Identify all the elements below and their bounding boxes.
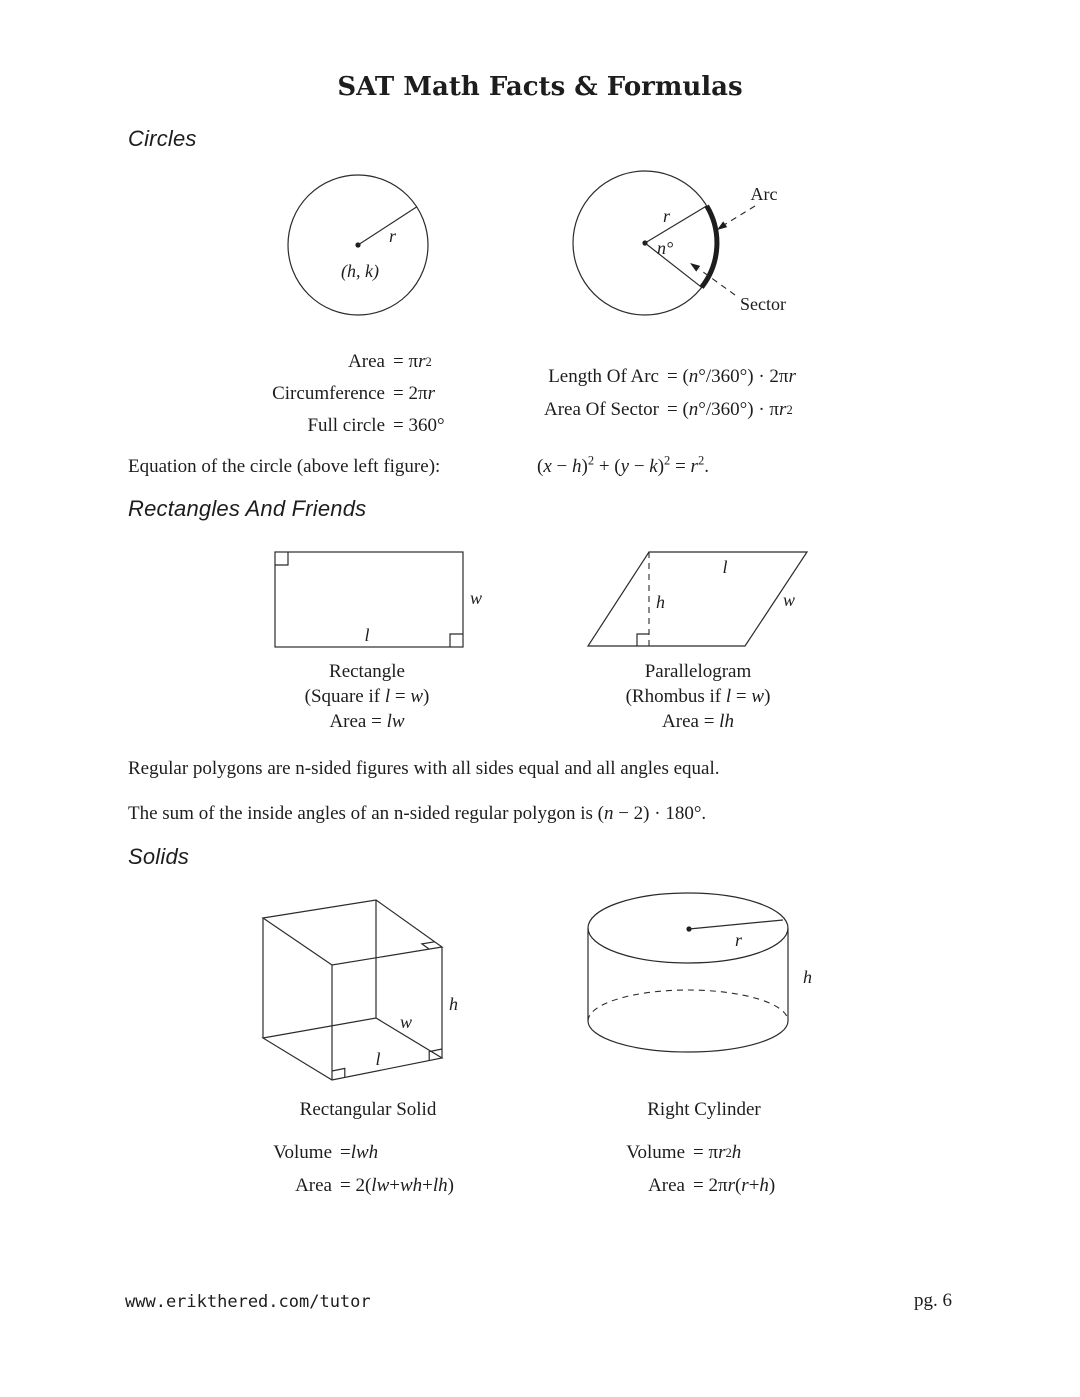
cylinder-bottom-back-dashed-arc — [588, 990, 788, 1021]
cylinder-caption: Right Cylinder — [647, 1099, 761, 1120]
box-bottom-face — [263, 1018, 442, 1080]
box-formulas — [252, 1136, 454, 1202]
formula-lhs: Area — [648, 1174, 685, 1196]
radius-label: r — [663, 206, 671, 226]
height-label: h — [449, 994, 458, 1014]
cylinder-radius-line — [689, 920, 783, 929]
circle-equation-math: $(x - h)^2 + (y - k)^2 = r^2$. — [537, 453, 709, 477]
rectangular-solid-diagram — [255, 890, 470, 1090]
formula-lhs: Full circle — [307, 415, 385, 436]
page-title: SAT Math Facts & Formulas — [337, 72, 743, 102]
parallelogram-caption — [578, 659, 818, 734]
section-heading-rectangles: Rectangles And Friends — [128, 496, 367, 521]
sector-arc — [702, 206, 717, 287]
box-caption: Rectangular Solid — [299, 1099, 437, 1120]
formula-lhs: Volume — [273, 1141, 332, 1163]
formula-rhs: = lwh — [340, 1141, 379, 1163]
rectangle-diagram — [270, 548, 485, 653]
caption-line: (Rhombus if l = w) — [625, 686, 771, 707]
side-label: w — [783, 590, 796, 610]
width-label: w — [470, 588, 483, 608]
arc-pointer-line — [724, 206, 755, 225]
polygon-note-2: The sum of the inside angles of an n-sided regular polygon is (n − 2) · 180°. — [128, 803, 707, 824]
section-heading-circles: Circles — [128, 126, 197, 151]
width-label: w — [400, 1012, 413, 1032]
sector-pointer-arrowhead — [690, 263, 700, 272]
circle-formulas — [180, 346, 445, 442]
formula-rhs: = π r 2 h — [693, 1141, 742, 1163]
height-label: h — [803, 967, 812, 987]
parallelogram-outline — [588, 552, 807, 646]
length-label: l — [364, 625, 370, 645]
radius-label: r — [389, 226, 397, 246]
arc-sector-formulas — [537, 360, 796, 426]
radius-line — [358, 207, 417, 245]
cylinder-diagram — [580, 885, 830, 1075]
arc-pointer-arrowhead — [717, 221, 727, 230]
formula-lhs: Volume — [626, 1141, 685, 1163]
footer-page-number: pg. 6 — [914, 1290, 952, 1311]
circle-equation-label: Equation of the circle (above left figure): — [128, 456, 441, 477]
radius-label: r — [735, 930, 743, 950]
caption-line: Area = lw — [329, 711, 405, 732]
length-label: l — [375, 1049, 381, 1069]
right-angle-mark-front — [332, 1068, 345, 1077]
formula-lhs: Area — [348, 351, 385, 372]
sector-diagram — [565, 165, 815, 330]
radius-line-upper — [645, 206, 707, 243]
formula-rhs: = ( n °/360°) · 2π r — [667, 365, 796, 387]
parallelogram-diagram — [580, 548, 820, 653]
rectangle-caption — [247, 659, 487, 734]
footer-url: www.erikthered.com/tutor — [125, 1292, 371, 1312]
section-heading-solids: Solids — [128, 844, 190, 869]
box-top-face — [263, 900, 442, 965]
formula-rhs: = 2π r ( r + h ) — [693, 1174, 776, 1196]
right-angle-mark-top-left — [275, 552, 288, 565]
angle-label: n° — [657, 238, 674, 258]
formula-lhs: Length Of Arc — [548, 365, 659, 387]
center-label: (h, k) — [341, 261, 379, 281]
right-angle-mark-bottom-right — [450, 634, 463, 647]
formula-rhs: = 2( lw + wh + lh ) — [340, 1174, 454, 1196]
caption-line: Rectangle — [329, 661, 405, 682]
formula-rhs: = 2π r — [393, 383, 435, 404]
length-label: l — [722, 557, 728, 577]
right-angle-mark — [637, 634, 649, 646]
cylinder-formulas — [605, 1136, 775, 1202]
caption-line: Parallelogram — [644, 661, 752, 682]
arc-label: Arc — [750, 184, 778, 204]
caption-line: Area = lh — [662, 711, 734, 732]
formula-lhs: Circumference — [272, 383, 385, 404]
circle-diagram — [280, 168, 440, 328]
caption-line: (Square if l = w) — [304, 686, 430, 707]
polygon-note-1: Regular polygons are n-sided figures with all sides equal and all angles equal. — [128, 758, 720, 779]
formula-lhs: Area — [295, 1174, 332, 1196]
formula-rhs: = 360° — [393, 415, 445, 436]
sector-label: Sector — [740, 294, 786, 314]
formula-lhs: Area Of Sector — [543, 398, 659, 420]
height-label: h — [656, 592, 665, 612]
formula-rhs: = π r 2 — [393, 351, 432, 372]
formula-rhs: = ( n °/360°) · π r 2 — [667, 398, 793, 420]
cylinder-bottom-front-arc — [588, 1021, 788, 1052]
